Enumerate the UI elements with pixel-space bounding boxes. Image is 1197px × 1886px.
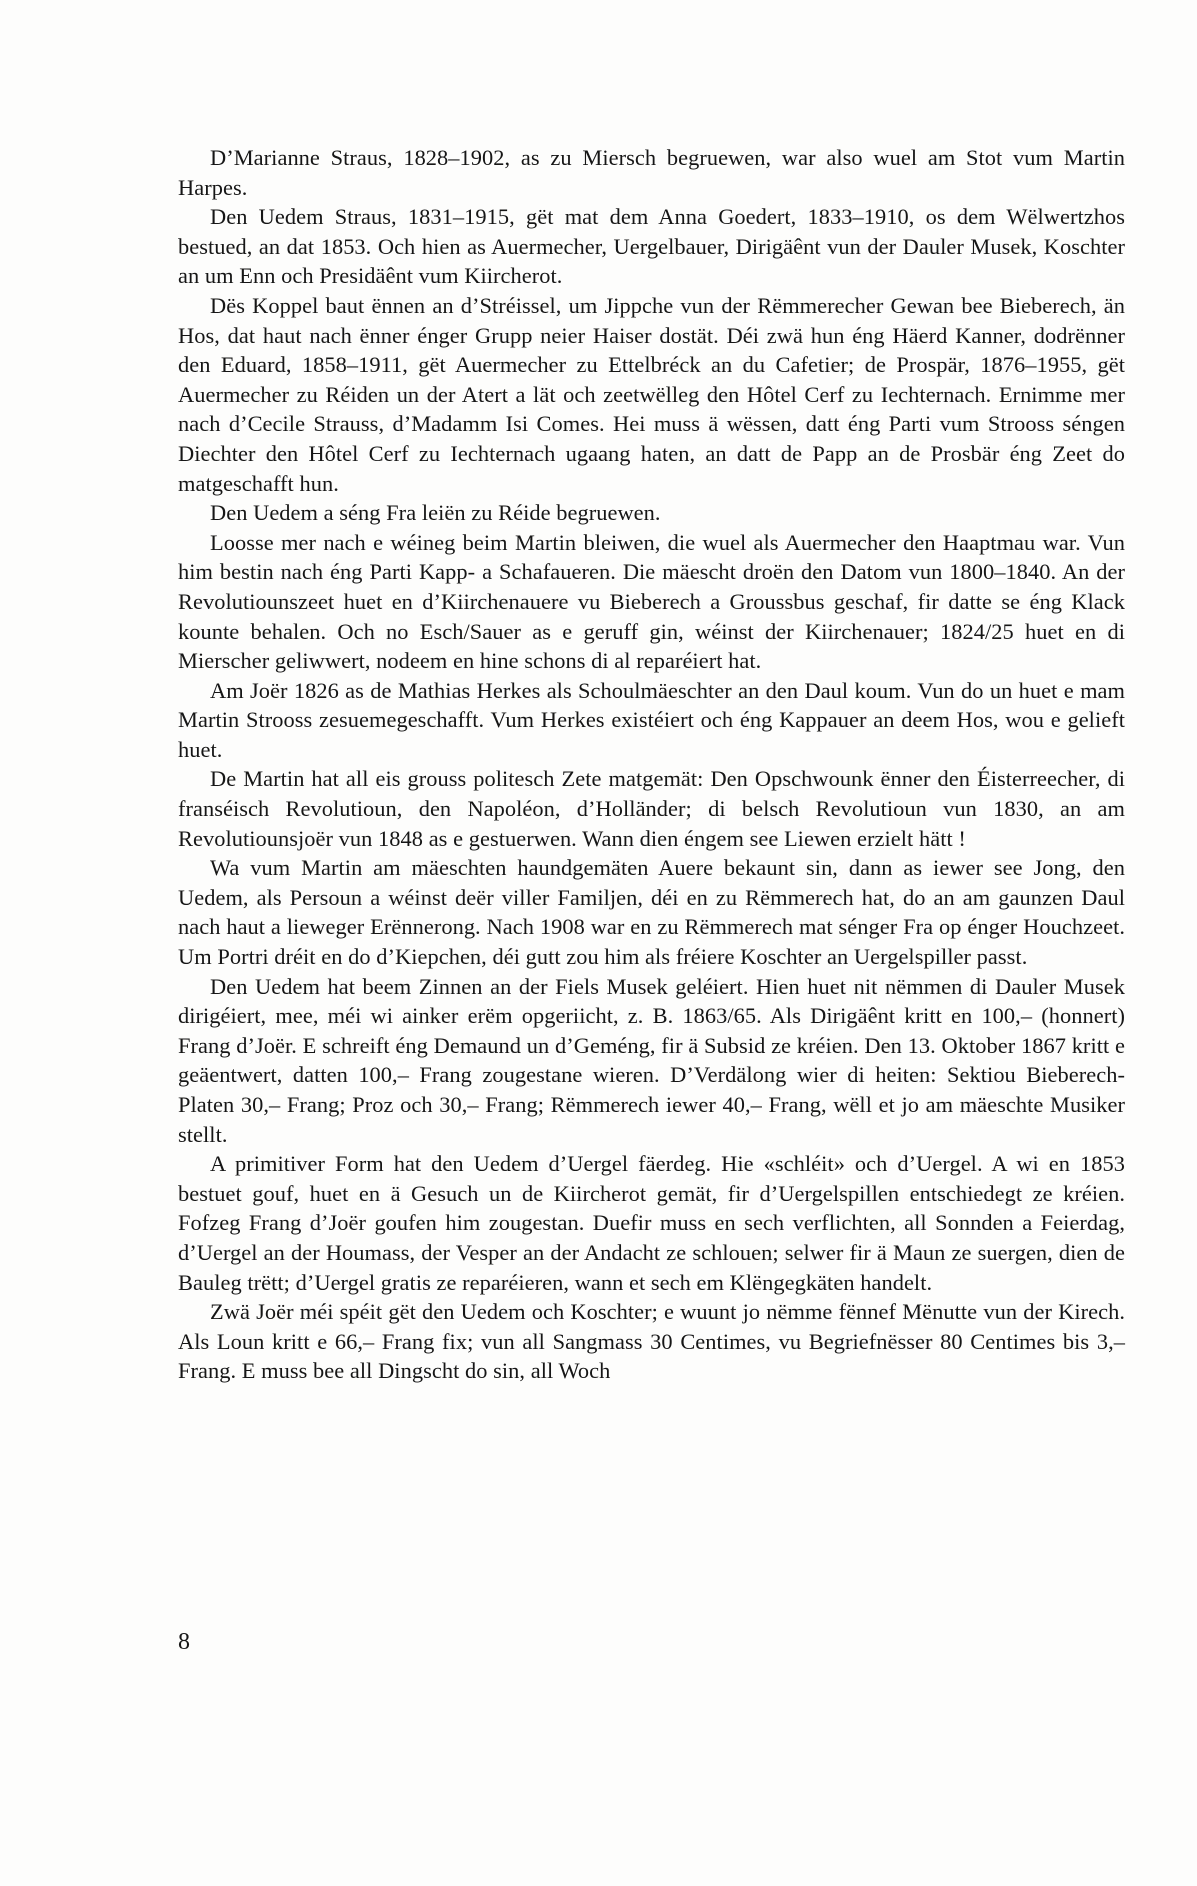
paragraph: Wa vum Martin am mäeschten haundgemäten Auere bekaunt sin, dann as iewer see Jong, den Uedem, als Persoun a wéinst deër viller Familjen, déi en zu Rëmmerech hat, do an am gaunzen Daul nach haut a lieweger Erënnerong. Nach 1908 war en zu Rëmmerech mat sénger Fra op énger Houchzeet. Um Portri dréit en do d’Kiepchen, déi gutt zou him als fréiere Koschter an Uergelspiller passt.: [178, 855, 1125, 970]
page-number: 8: [178, 1629, 190, 1655]
paragraph: Den Uedem Straus, 1831–1915, gët mat dem Anna Goedert, 1833–1910, os dem Wëlwertzhos bestued, an dat 1853. Och hien as Auermecher, Uergelbauer, Dirigäênt vun der Dauler Musek, Koschter an um Enn och Presidäênt vum Kiircherot.: [178, 204, 1125, 289]
paragraph: D’Marianne Straus, 1828–1902, as zu Miersch begruewen, war also wuel am Stot vum Martin Harpes.: [178, 145, 1125, 200]
paragraph: Den Uedem a séng Fra leiën zu Réide begruewen.: [210, 500, 661, 526]
paragraph: Zwä Joër méi spéit gët den Uedem och Koschter; e wuunt jo nëmme fënnef Mënutte vun der Kirech. Als Loun kritt e 66,– Frang fix; vun all Sangmass 30 Centimes, vu Begriefnësser 80 Centimes bis 3,– Frang. E muss bee all Dingscht do sin, all Woch: [178, 1299, 1125, 1384]
body-text: [178, 143, 1125, 1386]
paragraph: Den Uedem hat beem Zinnen an der Fiels Musek geléiert. Hien huet nit nëmmen di Dauler Musek dirigéiert, mee, méi wi ainker erëm opgeriicht, z. B. 1863/65. Als Dirigäênt kritt en 100,– (honnert) Frang d’Joër. E schreift éng Demaund un d’Geméng, fir ä Subsid ze kréien. Den 13. Oktober 1867 kritt e geäentwert, datten 100,– Frang zougestane wieren. D’Verdälong wier di heiten: Sektiou Bieberech-Platen 30,– Frang; Proz och 30,– Frang; Rëmmerech iewer 40,– Frang, wëll et jo am mäeschte Musiker stellt.: [178, 973, 1125, 1147]
paragraph: De Martin hat all eis grouss politesch Zete matgemät: Den Opschwounk ënner den Éisterreecher, di franséisch Revolutioun, den Napoléon, d’Holländer; di belsch Revolutioun vun 1830, an am Revolutiounsjoër vun 1848 as e gestuerwen. Wann dien éngem see Liewen erzielt hätt !: [178, 766, 1125, 851]
paragraph: Am Joër 1826 as de Mathias Herkes als Schoulmäeschter an den Daul koum. Vun do un huet e mam Martin Strooss zesuemegeschafft. Vum Herkes existéiert och éng Kappauer an deem Hos, wou e gelieft huet.: [178, 677, 1125, 762]
paragraph: Loosse mer nach e wéineg beim Martin bleiwen, die wuel als Auermecher den Haaptmau war. Vun him bestin nach éng Parti Kapp- a Schafaueren. Die mäescht droën den Datom vun 1800–1840. An der Revolutiounszeet huet en d’Kiirchenauere vu Bieberech a Groussbus geschaf, fir datte se éng Klack kounte behalen. Och no Esch/Sauer as e geruff gin, wéinst der Kiirchenauer; 1824/25 huet en di Mierscher geliwwert, nodeem en hine schons di al reparéiert hat.: [178, 529, 1125, 674]
paragraph: A primitiver Form hat den Uedem d’Uergel fäerdeg. Hie «schléit» och d’Uergel. A wi en 1853 bestuet gouf, huet en ä Gesuch un de Kiircherot gemät, fir d’Uergelspillen entschiedegt ze kréien. Fofzeg Frang d’Joër goufen him zougestan. Duefir muss en sech verflichten, all Sonnden a Feierdag, d’Uergel an der Houmass, der Vesper an der Andacht ze schlouen; selwer fir ä Maun ze suergen, dien de Bauleg trëtt; d’Uergel gratis ze reparéieren, wann et sech em Klëngegkäten handelt.: [178, 1151, 1125, 1295]
paragraph: Dës Koppel baut ënnen an d’Stréissel, um Jippche vun der Rëmmerecher Gewan bee Bieberech, än Hos, dat haut nach ënner énger Grupp neier Haiser dostät. Déi zwä hun éng Häerd Kanner, dodrënner den Eduard, 1858–1911, gët Auermecher zu Ettelbréck an du Cafetier; de Prospär, 1876–1955, gët Auermecher zu Réiden un der Atert a lät och zeetwëlleg den Hôtel Cerf zu Iechternach. Ernimme mer nach d’Cecile Strauss, d’Madamm Isi Comes. Hei muss ä wëssen, datt éng Parti vum Strooss séngen Diechter den Hôtel Cerf zu Iechternach ugaang haten, an datt de Papp an de Prosbär éng Zeet do matgeschafft hun.: [178, 292, 1125, 496]
